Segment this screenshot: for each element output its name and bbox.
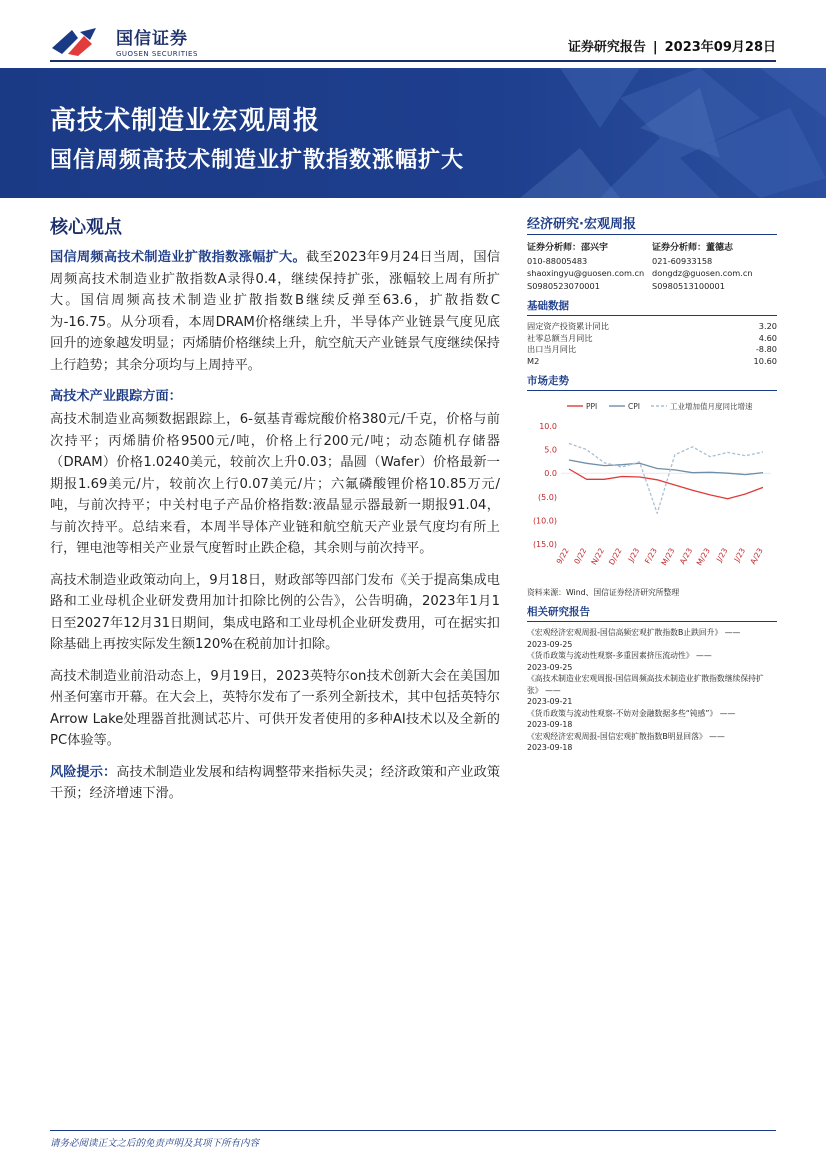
footer-disclaimer: 请务必阅读正文之后的免责声明及其项下所有内容 bbox=[50, 1138, 260, 1149]
paragraph-frontier: 高技术制造业前沿动态上，9月19日，2023英特尔on技术创新大会在美国加州圣何塞市开幕。在大会上，英特尔发布了一系列全新技术，其中包括英特尔Arrow Lake处理器首批测试芯片、可供开发者使用的多种AI技术以及全新的PC体验等。 bbox=[50, 668, 500, 748]
analyst-1 bbox=[527, 241, 652, 292]
series-line-工业增加值月度同比增速 bbox=[569, 444, 763, 514]
footer-divider bbox=[50, 1130, 776, 1131]
guosen-logo-icon bbox=[50, 24, 108, 58]
sidebar bbox=[527, 213, 777, 754]
related-report-date: 2023-09-21 bbox=[527, 697, 573, 706]
basic-data-table bbox=[527, 321, 777, 367]
report-tag: 证券研究报告 | 2023年09月28日 bbox=[567, 40, 776, 55]
report-subtitle: 国信周频高技术制造业扩散指数涨幅扩大 bbox=[50, 148, 465, 173]
basic-key: 社零总额当月同比 bbox=[527, 332, 593, 343]
chart-source: 资料来源：Wind、国信证券经济研究所整理 bbox=[527, 588, 680, 597]
market-trend-title: 市场走势 bbox=[527, 373, 777, 391]
analyst-phone: 010-88005483 bbox=[527, 255, 588, 266]
x-tick-label: N/22 bbox=[589, 546, 607, 567]
tracking-subhead: 高技术产业跟踪方面： bbox=[50, 389, 182, 404]
x-tick-label: M/23 bbox=[659, 546, 677, 568]
x-tick-label: A/23 bbox=[677, 546, 695, 566]
analyst-cert: S0980523070001 bbox=[527, 280, 600, 291]
x-tick-label: J/23 bbox=[626, 546, 642, 564]
y-tick-label: (15.0) bbox=[532, 540, 557, 549]
basic-data-title: 基础数据 bbox=[527, 298, 777, 316]
legend-label: CPI bbox=[628, 402, 640, 411]
paragraph-risk bbox=[50, 762, 500, 805]
x-tick-label: 9/22 bbox=[554, 546, 571, 566]
analyst-2 bbox=[652, 241, 777, 292]
related-report-date: 2023-09-18 bbox=[527, 743, 573, 752]
related-report[interactable] bbox=[527, 731, 777, 754]
x-tick-label: J/23 bbox=[732, 546, 748, 564]
x-tick-label: D/22 bbox=[606, 546, 624, 567]
x-tick-label: 0/22 bbox=[572, 546, 589, 566]
related-report-date: 2023-09-18 bbox=[527, 720, 573, 729]
legend-label: 工业增加值月度同比增速 bbox=[670, 402, 753, 411]
related-report-title[interactable]: 《宏观经济宏观周报-国信宏观扩散指数B明显回落》 —— bbox=[527, 731, 725, 741]
paragraph-summary bbox=[50, 247, 500, 376]
logo bbox=[50, 24, 198, 58]
basic-value: 3.20 bbox=[758, 321, 777, 331]
analyst-name: 董德志 bbox=[706, 243, 734, 253]
series-line-CPI bbox=[569, 460, 763, 475]
sidebar-section-title: 经济研究·宏观周报 bbox=[527, 213, 777, 235]
report-type: 证券研究报告 bbox=[567, 40, 646, 55]
paragraph-tracking: 高技术制造业高频数据跟踪上，6-氨基青霉烷酸价格380元/千克，价格与前次持平；丙烯腈价格9500元/吨，价格上行200元/吨；动态随机存储器（DRAM）价格1.0240美元，较前次上升0.03；晶圆（Wafer）价格最新一期报1.69美元/片，较前次上行0.07美元/片；六氟磷酸锂价格10.85万元/吨，与前次持平；中关村电子产品价格指数:液晶显示器最新一期报91.04，与前次持平。总结来看，本周半导体产业链和航空航天产业景气度均有所上行，锂电池等相关产业景气度暂时止跌企稳，其余则与前次持平。 bbox=[50, 412, 500, 556]
analyst-role: 证券分析师： bbox=[527, 243, 582, 253]
x-tick-label: A/23 bbox=[748, 546, 765, 566]
related-report-title[interactable]: 《宏观经济宏观周报-国信高频宏观扩散指数B止跌回升》 —— bbox=[527, 628, 741, 637]
report-date: 2023年09月28日 bbox=[664, 40, 776, 55]
x-tick-label: J/23 bbox=[714, 546, 730, 564]
y-tick-label: 5.0 bbox=[544, 445, 557, 455]
summary-body: 截至2023年9月24日当周，国信周频高技术制造业扩散指数A录得0.4，继续保持扩张，涨幅较上周有所扩大。国信周频高技术制造业扩散指数B继续反弹至63.6，扩散指数C为-16.75。从分项看，本周DRAM价格继续上升，半导体产业链景气度见底回升的迹象越发明显；丙烯腈价格继续上升，航空航天产业链景气度继续保持上行趋势；其余分项均与上周持平。 bbox=[50, 250, 501, 373]
basic-key: M2 bbox=[527, 355, 540, 366]
logo-cn: 国信证券 bbox=[116, 29, 188, 49]
y-tick-label: (10.0) bbox=[532, 516, 557, 526]
y-tick-label: 10.0 bbox=[539, 422, 557, 431]
related-report-date: 2023-09-25 bbox=[527, 639, 573, 649]
related-report-title[interactable]: 《高技术制造业宏观周报-国信周频高技术制造业扩散指数继续保持扩张》 —— bbox=[527, 674, 764, 695]
main-content bbox=[50, 213, 500, 815]
related-reports-list bbox=[527, 627, 777, 754]
related-report-title[interactable]: 《货币政策与流动性观察-多重因素挤压流动性》 —— bbox=[527, 651, 712, 660]
analyst-email[interactable]: shaoxingyu@guosen.com.cn bbox=[527, 268, 645, 278]
report-title: 高技术制造业宏观周报 bbox=[50, 106, 321, 136]
related-report[interactable] bbox=[527, 673, 777, 708]
legend-label: PPI bbox=[586, 402, 598, 411]
basic-row bbox=[527, 333, 777, 345]
risk-body: 高技术制造业发展和结构调整带来指标失灵；经济政策和产业政策干预；经济增速下滑。 bbox=[50, 764, 501, 801]
related-report[interactable] bbox=[527, 627, 777, 650]
basic-key: 出口当月同比 bbox=[527, 344, 577, 354]
basic-value: 10.60 bbox=[753, 355, 777, 366]
analyst-cert: S0980513100001 bbox=[652, 280, 725, 291]
summary-lead: 国信周频高技术制造业扩散指数涨幅扩大。 bbox=[50, 250, 306, 265]
analyst-name: 邵兴宇 bbox=[581, 243, 609, 253]
related-reports-title: 相关研究报告 bbox=[527, 604, 777, 622]
analyst-role: 证券分析师： bbox=[652, 243, 707, 253]
paragraph-policy: 高技术制造业政策动向上，9月18日，财政部等四部门发布《关于提高集成电路和工业母机企业研发费用加计扣除比例的公告》，公告明确，2023年1月1日至2027年12月31日期间，集成电路和工业母机企业研发费用，可在据实扣除基础上再按实际发生额120%在税前加计扣除。 bbox=[50, 572, 500, 652]
y-tick-label: 0.0 bbox=[544, 469, 557, 479]
related-report[interactable] bbox=[527, 650, 777, 673]
analyst-phone: 021-60933158 bbox=[652, 255, 713, 266]
core-title: 核心观点 bbox=[50, 217, 122, 238]
x-tick-label: M/23 bbox=[694, 546, 712, 568]
risk-lead: 风险提示： bbox=[50, 764, 117, 780]
basic-row bbox=[527, 356, 777, 368]
y-tick-label: (5.0) bbox=[538, 492, 557, 502]
related-report-title[interactable]: 《货币政策与流动性观察-不妨对金融数据多些“钝感”》 —— bbox=[527, 708, 736, 718]
market-trend-chart bbox=[527, 396, 777, 581]
basic-value: 4.60 bbox=[758, 332, 777, 343]
basic-value: -8.80 bbox=[755, 344, 777, 354]
basic-row bbox=[527, 344, 777, 356]
header-divider bbox=[50, 60, 776, 62]
page-header bbox=[0, 0, 826, 64]
related-report-date: 2023-09-25 bbox=[527, 662, 573, 672]
analyst-email[interactable]: dongdz@guosen.com.cn bbox=[652, 268, 753, 278]
basic-key: 固定资产投资累计同比 bbox=[527, 321, 609, 331]
title-banner bbox=[0, 68, 826, 198]
basic-row bbox=[527, 321, 777, 333]
related-report[interactable] bbox=[527, 708, 777, 731]
logo-en: GUOSEN SECURITIES bbox=[116, 50, 198, 58]
x-tick-label: F/23 bbox=[642, 546, 659, 566]
analyst-block bbox=[527, 241, 777, 292]
